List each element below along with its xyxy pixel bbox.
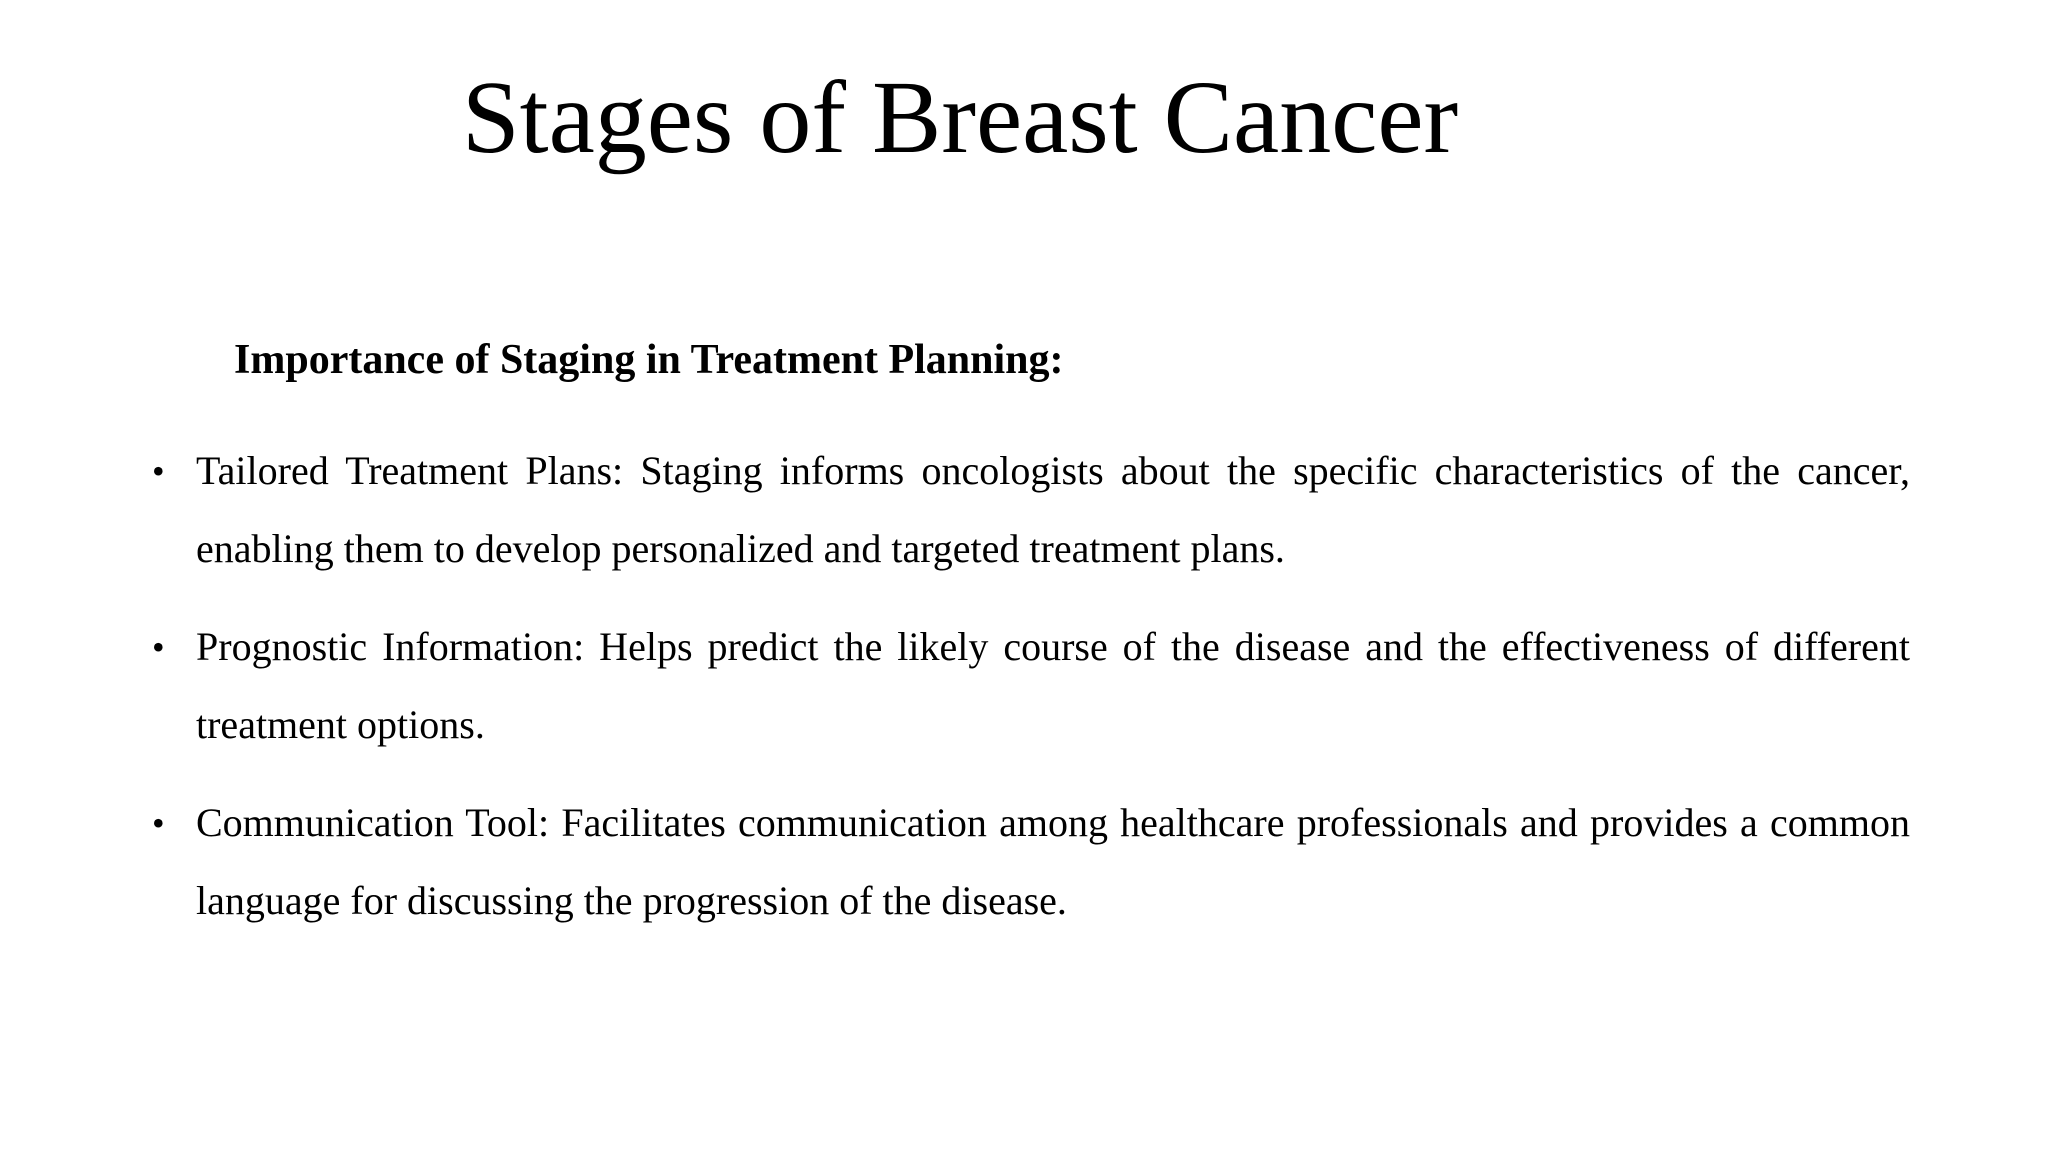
bullet-text: Prognostic Information: Helps predict the likely course of the disease and the effectiveness of different treatment options. <box>196 624 1910 747</box>
bullet-icon: • <box>152 803 165 843</box>
list-item <box>152 432 1910 588</box>
slide-title: Stages of Breast Cancer <box>461 60 1459 175</box>
list-item <box>152 784 1910 940</box>
bullet-icon: • <box>152 627 165 667</box>
list-item <box>152 608 1910 764</box>
bullet-text: Tailored Treatment Plans: Staging informs oncologists about the specific characteristics of the cancer, enabling them to develop personalized and targeted treatment plans. <box>196 448 1910 571</box>
bullet-icon: • <box>152 451 165 491</box>
bullet-text: Communication Tool: Facilitates communication among healthcare professionals and provides a common language for discussing the progression of the disease. <box>196 800 1910 923</box>
slide-subtitle: Importance of Staging in Treatment Planning: <box>234 337 1064 383</box>
bullet-list <box>152 432 1910 960</box>
